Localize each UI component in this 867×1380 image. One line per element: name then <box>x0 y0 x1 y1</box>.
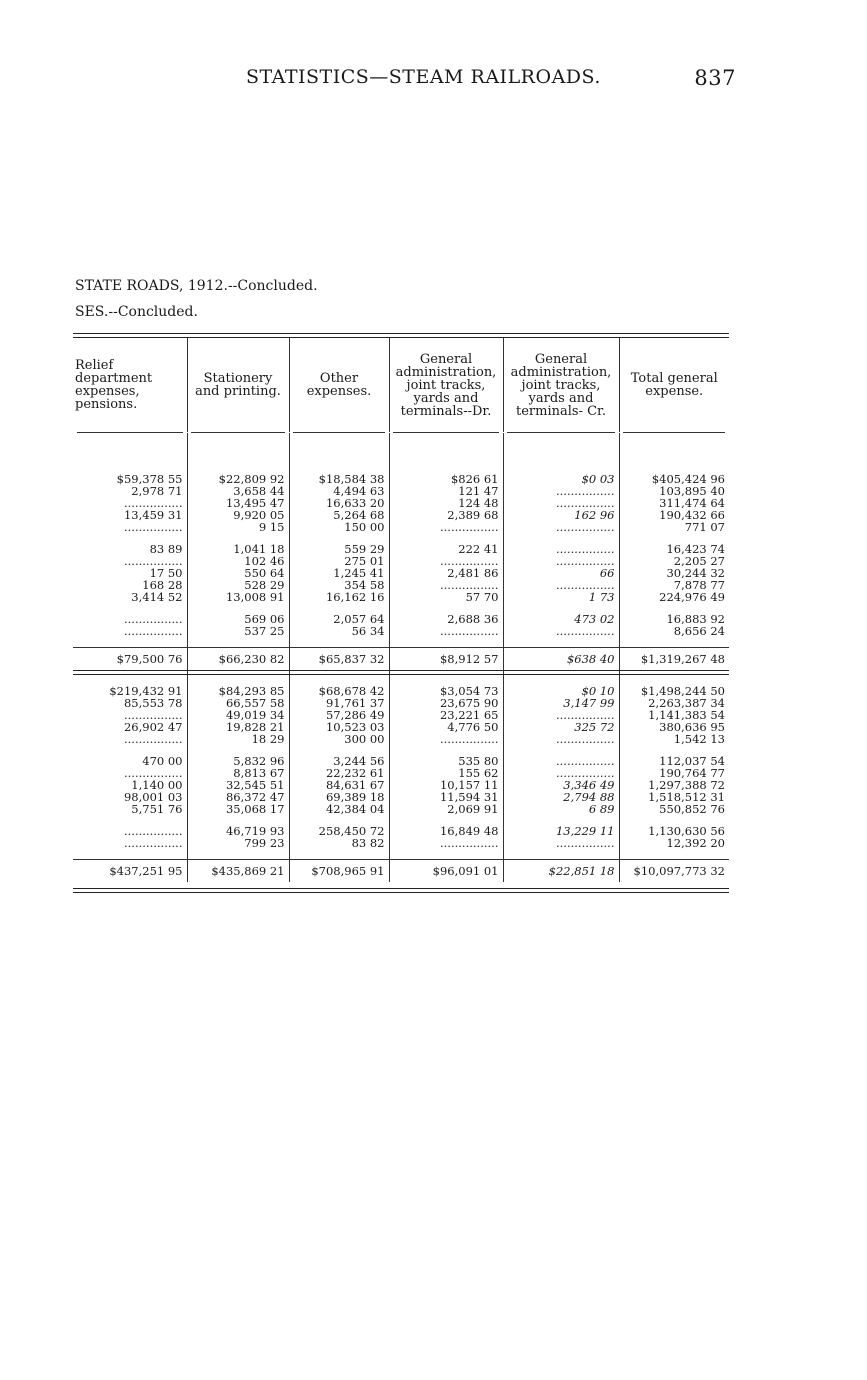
table-cell: 190,764 77 <box>619 767 729 779</box>
table-cell: 86,372 47 <box>187 791 289 803</box>
table-cell: ................ <box>124 837 183 849</box>
table-cell: 35,068 17 <box>187 803 289 815</box>
table-row <box>73 721 729 733</box>
table-cell: ................ <box>124 555 183 567</box>
table-cell: 19,828 21 <box>187 721 289 733</box>
table-cell: ................ <box>389 625 503 637</box>
table-row <box>73 803 729 815</box>
table-cell: 66,557 58 <box>187 697 289 709</box>
table-cell: 190,432 66 <box>619 509 729 521</box>
table-cell: ................ <box>124 625 183 637</box>
table-cell: 799 23 <box>187 837 289 849</box>
table-cell: 222 41 <box>389 543 503 555</box>
table-body <box>73 433 729 882</box>
table-cell: $708,965 91 <box>289 860 389 883</box>
table-cell: 2,069 91 <box>389 803 503 815</box>
table-cell: ................ <box>503 555 619 567</box>
table-cell: $437,251 95 <box>73 860 187 883</box>
table-cell: 57,286 49 <box>289 709 389 721</box>
table-cell: $22,809 92 <box>187 473 289 485</box>
table-row <box>73 497 729 509</box>
table-row <box>73 767 729 779</box>
table-cell: $84,293 85 <box>187 685 289 697</box>
table-row <box>73 685 729 697</box>
table-cell: 1,297,388 72 <box>619 779 729 791</box>
table-cell: 5,832 96 <box>187 755 289 767</box>
table-cell: 102 46 <box>187 555 289 567</box>
table-cell: $405,424 96 <box>619 473 729 485</box>
table-cell: ................ <box>503 521 619 533</box>
table-cell: 5,751 76 <box>131 803 183 815</box>
table-cell: 2,481 86 <box>389 567 503 579</box>
table-row <box>73 591 729 603</box>
table-cell: 6 89 <box>503 803 619 815</box>
table-row <box>73 837 729 849</box>
table-cell: $66,230 82 <box>187 648 289 671</box>
page-number: 837 <box>694 66 736 90</box>
table-cell: ................ <box>124 709 183 721</box>
table-cell: $1,319,267 48 <box>619 648 729 671</box>
table-cell: 155 62 <box>389 767 503 779</box>
table-cell: 46,719 93 <box>187 825 289 837</box>
table-cell: 1,245 41 <box>289 567 389 579</box>
table-cell: 18 29 <box>187 733 289 745</box>
table-cell: ................ <box>503 543 619 555</box>
table-row <box>73 733 729 745</box>
table-cell: 311,474 64 <box>619 497 729 509</box>
table-cell: 300 00 <box>289 733 389 745</box>
column-header: Other expenses. <box>289 338 389 432</box>
table-cell: 354 58 <box>289 579 389 591</box>
table-cell: 1 73 <box>503 591 619 603</box>
table-cell: 12,392 20 <box>619 837 729 849</box>
table-cell: 30,244 32 <box>619 567 729 579</box>
column-header: Total general expense. <box>619 338 729 432</box>
table-cell: 1,130,630 56 <box>619 825 729 837</box>
table-cell: ................ <box>503 709 619 721</box>
table-cell: 8,813 67 <box>187 767 289 779</box>
table-row <box>73 791 729 803</box>
table-cell: 16,849 48 <box>389 825 503 837</box>
header-row <box>73 338 729 432</box>
table-cell: 84,631 67 <box>289 779 389 791</box>
table-cell: 3,414 52 <box>131 591 183 603</box>
table-cell: 380,636 95 <box>619 721 729 733</box>
table-cell: 535 80 <box>389 755 503 767</box>
table-cell: $79,500 76 <box>73 648 187 671</box>
table-row <box>73 825 729 837</box>
table-cell: 224,976 49 <box>619 591 729 603</box>
table-cell: 49,019 34 <box>187 709 289 721</box>
table-cell: $1,498,244 50 <box>619 685 729 697</box>
table-cell: ................ <box>389 733 503 745</box>
table-cell: 1,518,512 31 <box>619 791 729 803</box>
total-row <box>73 648 729 671</box>
table-cell: 7,878 77 <box>619 579 729 591</box>
table-cell: $10,097,773 32 <box>619 860 729 883</box>
table-cell: 85,553 78 <box>123 697 183 709</box>
table-cell: ................ <box>503 497 619 509</box>
table-subcaption: SES.--Concluded. <box>75 304 198 320</box>
table-cell: ................ <box>503 767 619 779</box>
table-cell: 473 02 <box>503 613 619 625</box>
table-cell: 258,450 72 <box>289 825 389 837</box>
table-cell: 83 82 <box>289 837 389 849</box>
table-cell: 16,883 92 <box>619 613 729 625</box>
table-cell: $0 03 <box>503 473 619 485</box>
spacer-row <box>73 533 729 543</box>
table-cell: 124 48 <box>389 497 503 509</box>
table-cell: 56 34 <box>289 625 389 637</box>
table-cell: 4,776 50 <box>389 721 503 733</box>
table-cell: ................ <box>389 579 503 591</box>
table-cell: 16,633 20 <box>289 497 389 509</box>
table-cell: ................ <box>124 767 183 779</box>
table-cell: 32,545 51 <box>187 779 289 791</box>
table-cell: $68,678 42 <box>289 685 389 697</box>
table-cell: 162 96 <box>503 509 619 521</box>
table-cell: 69,389 18 <box>289 791 389 803</box>
table-cell: ................ <box>124 825 183 837</box>
table-cell: ................ <box>503 837 619 849</box>
running-title: STATISTICS—STEAM RAILROADS. <box>246 66 601 88</box>
table-cell: 10,157 11 <box>389 779 503 791</box>
table-cell: ................ <box>389 837 503 849</box>
expense-table-container <box>73 333 729 893</box>
table-row <box>73 779 729 791</box>
table-cell: $826 61 <box>389 473 503 485</box>
table-cell: 559 29 <box>289 543 389 555</box>
table-row <box>73 579 729 591</box>
table-cell: $96,091 01 <box>389 860 503 883</box>
spacer-row <box>73 433 729 473</box>
table-cell: $3,054 73 <box>389 685 503 697</box>
table-cell: 57 70 <box>389 591 503 603</box>
table-cell: 275 01 <box>289 555 389 567</box>
table-caption: STATE ROADS, 1912.--Concluded. <box>75 278 318 294</box>
table-cell: $8,912 57 <box>389 648 503 671</box>
table-cell: ................ <box>124 733 183 745</box>
table-cell: ................ <box>503 579 619 591</box>
table-cell: 8,656 24 <box>619 625 729 637</box>
table-cell: 537 25 <box>187 625 289 637</box>
table-cell: ................ <box>503 755 619 767</box>
table-cell: ................ <box>124 613 183 625</box>
table-cell: $18,584 38 <box>289 473 389 485</box>
table-cell: $0 10 <box>503 685 619 697</box>
table-cell: 2,389 68 <box>389 509 503 521</box>
table-cell: 771 07 <box>619 521 729 533</box>
table-cell: $22,851 18 <box>503 860 619 883</box>
table-row <box>73 485 729 497</box>
table-cell: ................ <box>124 497 183 509</box>
table-cell: 4,494 63 <box>289 485 389 497</box>
table-row <box>73 543 729 555</box>
bottom-double-rule <box>73 888 729 893</box>
table-cell: 325 72 <box>503 721 619 733</box>
table-cell: ................ <box>503 485 619 497</box>
table-row <box>73 613 729 625</box>
table-cell: 13,008 91 <box>187 591 289 603</box>
table-row <box>73 709 729 721</box>
table-cell: 2,205 27 <box>619 555 729 567</box>
table-cell: 23,221 65 <box>389 709 503 721</box>
table-cell: 3,147 99 <box>503 697 619 709</box>
table-row <box>73 625 729 637</box>
table-row <box>73 509 729 521</box>
spacer-row <box>73 675 729 686</box>
table-cell: $435,869 21 <box>187 860 289 883</box>
table-cell: 13,459 31 <box>123 509 183 521</box>
spacer-row <box>73 849 729 860</box>
table-cell: 13,495 47 <box>187 497 289 509</box>
table-cell: 112,037 54 <box>619 755 729 767</box>
table-cell: 121 47 <box>389 485 503 497</box>
table-row <box>73 755 729 767</box>
spacer-row <box>73 603 729 613</box>
table-cell: 23,675 90 <box>389 697 503 709</box>
spacer-row <box>73 637 729 648</box>
table-cell: 9,920 05 <box>187 509 289 521</box>
table-cell: $65,837 32 <box>289 648 389 671</box>
table-cell: ................ <box>389 521 503 533</box>
column-header: Stationery and printing. <box>187 338 289 432</box>
table-cell: 26,902 47 <box>123 721 183 733</box>
table-cell: 17 50 <box>149 567 183 579</box>
table-cell: 1,542 13 <box>619 733 729 745</box>
table-cell: 168 28 <box>142 579 183 591</box>
table-cell: 10,523 03 <box>289 721 389 733</box>
spacer-row <box>73 815 729 825</box>
table-cell: 569 06 <box>187 613 289 625</box>
table-cell: 2,978 71 <box>131 485 183 497</box>
table-cell: ................ <box>503 625 619 637</box>
table-row <box>73 555 729 567</box>
table-cell: 2,263,387 34 <box>619 697 729 709</box>
total-row <box>73 860 729 883</box>
table-cell: ................ <box>389 555 503 567</box>
table-cell: 13,229 11 <box>503 825 619 837</box>
table-cell: ................ <box>124 521 183 533</box>
table-cell: 16,162 16 <box>289 591 389 603</box>
table-row <box>73 473 729 485</box>
table-cell: 2,057 64 <box>289 613 389 625</box>
table-cell: 470 00 <box>142 755 183 767</box>
table-row <box>73 521 729 533</box>
table-cell: 11,594 31 <box>389 791 503 803</box>
column-header: Relief department expenses, pensions. <box>75 358 153 412</box>
table-cell: 2,794 88 <box>503 791 619 803</box>
expense-table <box>73 338 729 882</box>
table-row <box>73 567 729 579</box>
table-cell: 1,041 18 <box>187 543 289 555</box>
table-cell: 150 00 <box>289 521 389 533</box>
table-cell: 91,761 37 <box>289 697 389 709</box>
table-cell: 550,852 76 <box>619 803 729 815</box>
table-cell: $219,432 91 <box>109 685 183 697</box>
table-cell: 5,264 68 <box>289 509 389 521</box>
table-cell: $59,378 55 <box>116 473 183 485</box>
table-cell: 22,232 61 <box>289 767 389 779</box>
table-cell: ................ <box>503 733 619 745</box>
table-cell: 42,384 04 <box>289 803 389 815</box>
table-cell: 66 <box>503 567 619 579</box>
spacer-row <box>73 745 729 755</box>
column-header: General administration, joint tracks, yards and terminals- Cr. <box>503 338 619 432</box>
table-cell: 528 29 <box>187 579 289 591</box>
table-cell: 9 15 <box>187 521 289 533</box>
table-cell: 1,140 00 <box>131 779 183 791</box>
table-cell: 3,658 44 <box>187 485 289 497</box>
table-cell: 103,895 40 <box>619 485 729 497</box>
table-row <box>73 697 729 709</box>
table-cell: 1,141,383 54 <box>619 709 729 721</box>
table-cell: 3,346 49 <box>503 779 619 791</box>
table-cell: 16,423 74 <box>619 543 729 555</box>
table-cell: 550 64 <box>187 567 289 579</box>
table-cell: $638 40 <box>503 648 619 671</box>
table-cell: 83 89 <box>149 543 183 555</box>
table-cell: 98,001 03 <box>123 791 183 803</box>
column-header: General administration, joint tracks, yards and terminals--Dr. <box>389 338 503 432</box>
table-cell: 2,688 36 <box>389 613 503 625</box>
table-cell: 3,244 56 <box>289 755 389 767</box>
